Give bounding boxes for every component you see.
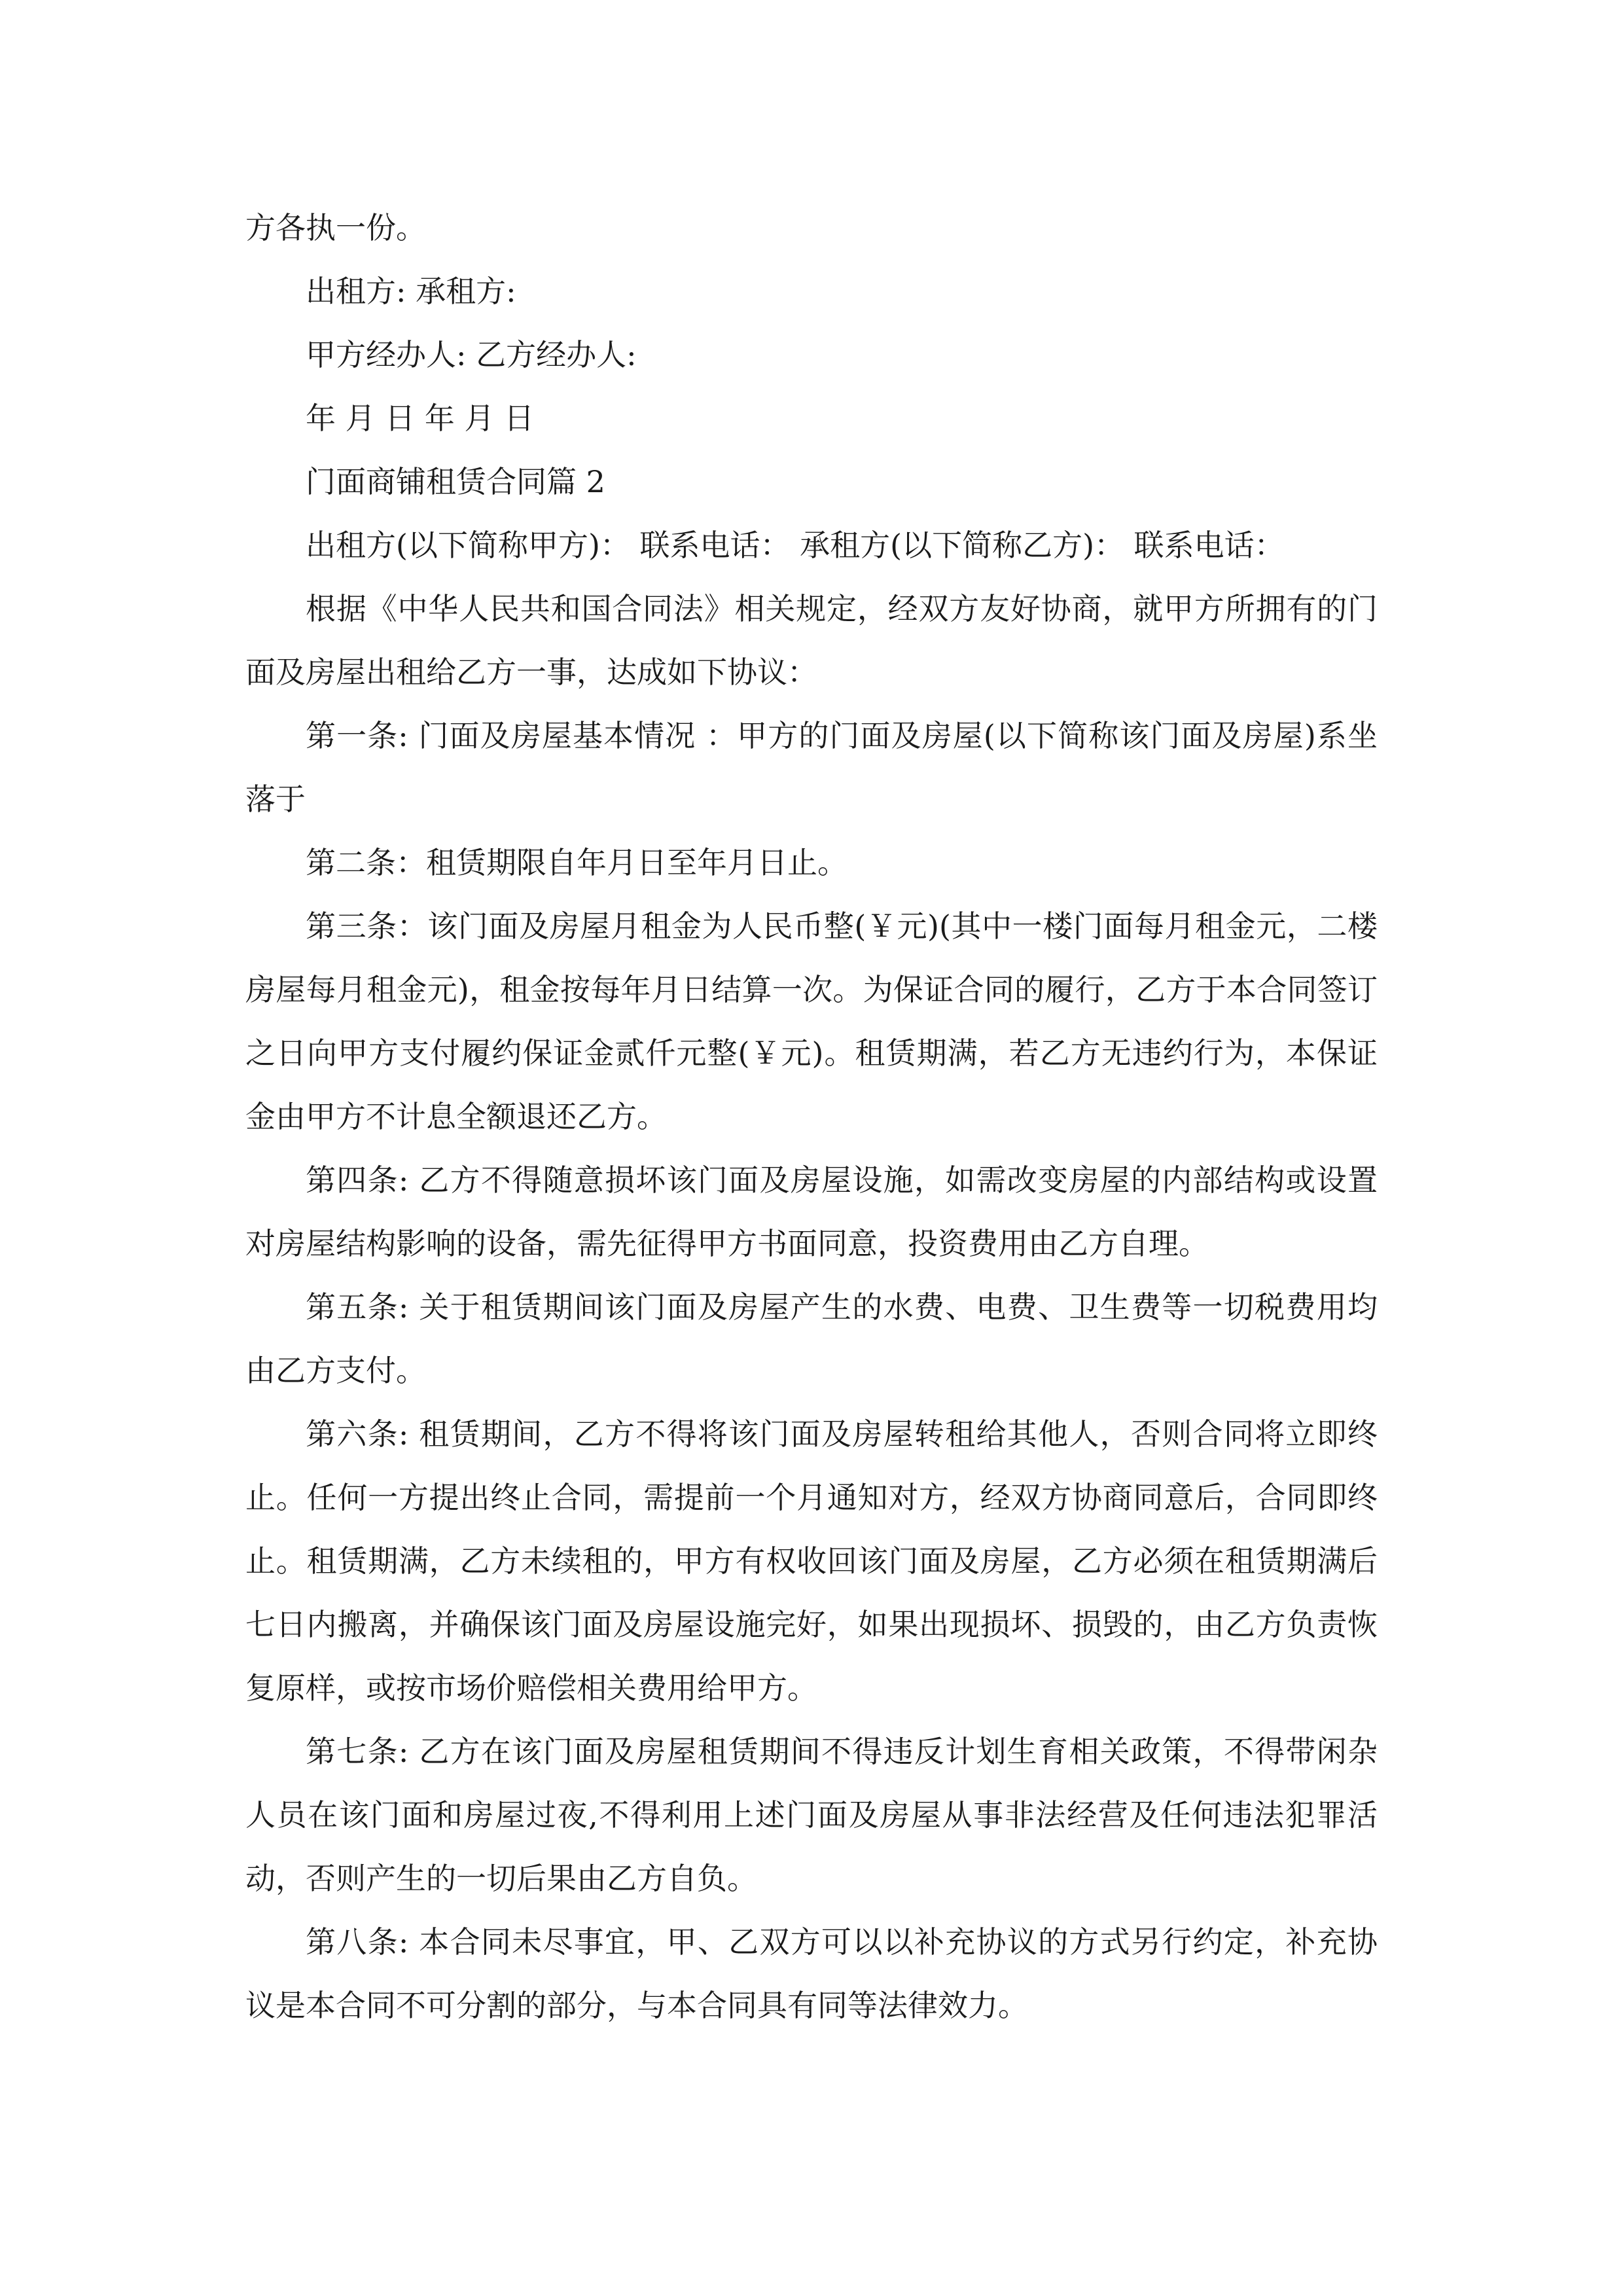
article-6: 第六条: 租赁期间，乙方不得将该门面及房屋转租给其他人，否则合同将立即终止。任何一方提出终止合同，需提前一个月通知对方，经双方协商同意后，合同即终止。租赁期满，乙方未续租的，甲方有权收回该门面及房屋，乙方必须在租赁期满后七日内搬离，并确保该门面及房屋设施完好，如果出现损坏、损毁的，由乙方负责恢复原样，或按市场价赔偿相关费用给甲方。 xyxy=(245,1416,1378,1706)
article-2: 第二条：租赁期限自年月日至年月日止。 xyxy=(306,845,847,880)
document-body xyxy=(245,196,1378,2037)
article-1: 第一条: 门面及房屋基本情况 ：甲方的门面及房屋(以下简称该门面及房屋)系坐落于 xyxy=(245,718,1378,817)
paragraph-preamble: 根据《中华人民共和国合同法》相关规定，经双方友好协商，就甲方所拥有的门面及房屋出租给乙方一事，达成如下协议： xyxy=(245,591,1378,690)
paragraph-lessor-lessee: 出租方: 承租方: xyxy=(306,274,516,309)
section-title: 门面商铺租赁合同篇 2 xyxy=(306,464,605,499)
article-7: 第七条: 乙方在该门面及房屋租赁期间不得违反计划生育相关政策，不得带闲杂人员在该门面和房屋过夜,不得利用上述门面及房屋从事非法经营及任何违法犯罪活动，否则产生的一切后果由乙方自负。 xyxy=(245,1734,1378,1896)
article-3: 第三条：该门面及房屋月租金为人民币整(￥元)(其中一楼门面每月租金元，二楼房屋每月租金元)，租金按每年月日结算一次。为保证合同的履行，乙方于本合同签订之日向甲方支付履约保证金贰仟元整(￥元)。租赁期满，若乙方无违约行为，本保证金由甲方不计息全额退还乙方。 xyxy=(245,908,1378,1134)
article-4: 第四条: 乙方不得随意损坏该门面及房屋设施，如需改变房屋的内部结构或设置对房屋结构影响的设备，需先征得甲方书面同意，投资费用由乙方自理。 xyxy=(245,1162,1378,1261)
paragraph-agents: 甲方经办人: 乙方经办人: xyxy=(306,337,637,372)
paragraph-dates: 年 月 日 年 月 日 xyxy=(306,401,535,436)
article-8: 第八条: 本合同未尽事宜，甲、乙双方可以以补充协议的方式另行约定，补充协议是本合同不可分割的部分，与本合同具有同等法律效力。 xyxy=(245,1924,1378,2023)
paragraph-parties: 出租方(以下简称甲方)： 联系电话： 承租方(以下简称乙方)： 联系电话： xyxy=(306,528,1285,563)
article-5: 第五条: 关于租赁期间该门面及房屋产生的水费、电费、卫生费等一切税费用均由乙方支付。 xyxy=(245,1289,1378,1388)
paragraph-copies: 方各执一份。 xyxy=(245,210,426,245)
